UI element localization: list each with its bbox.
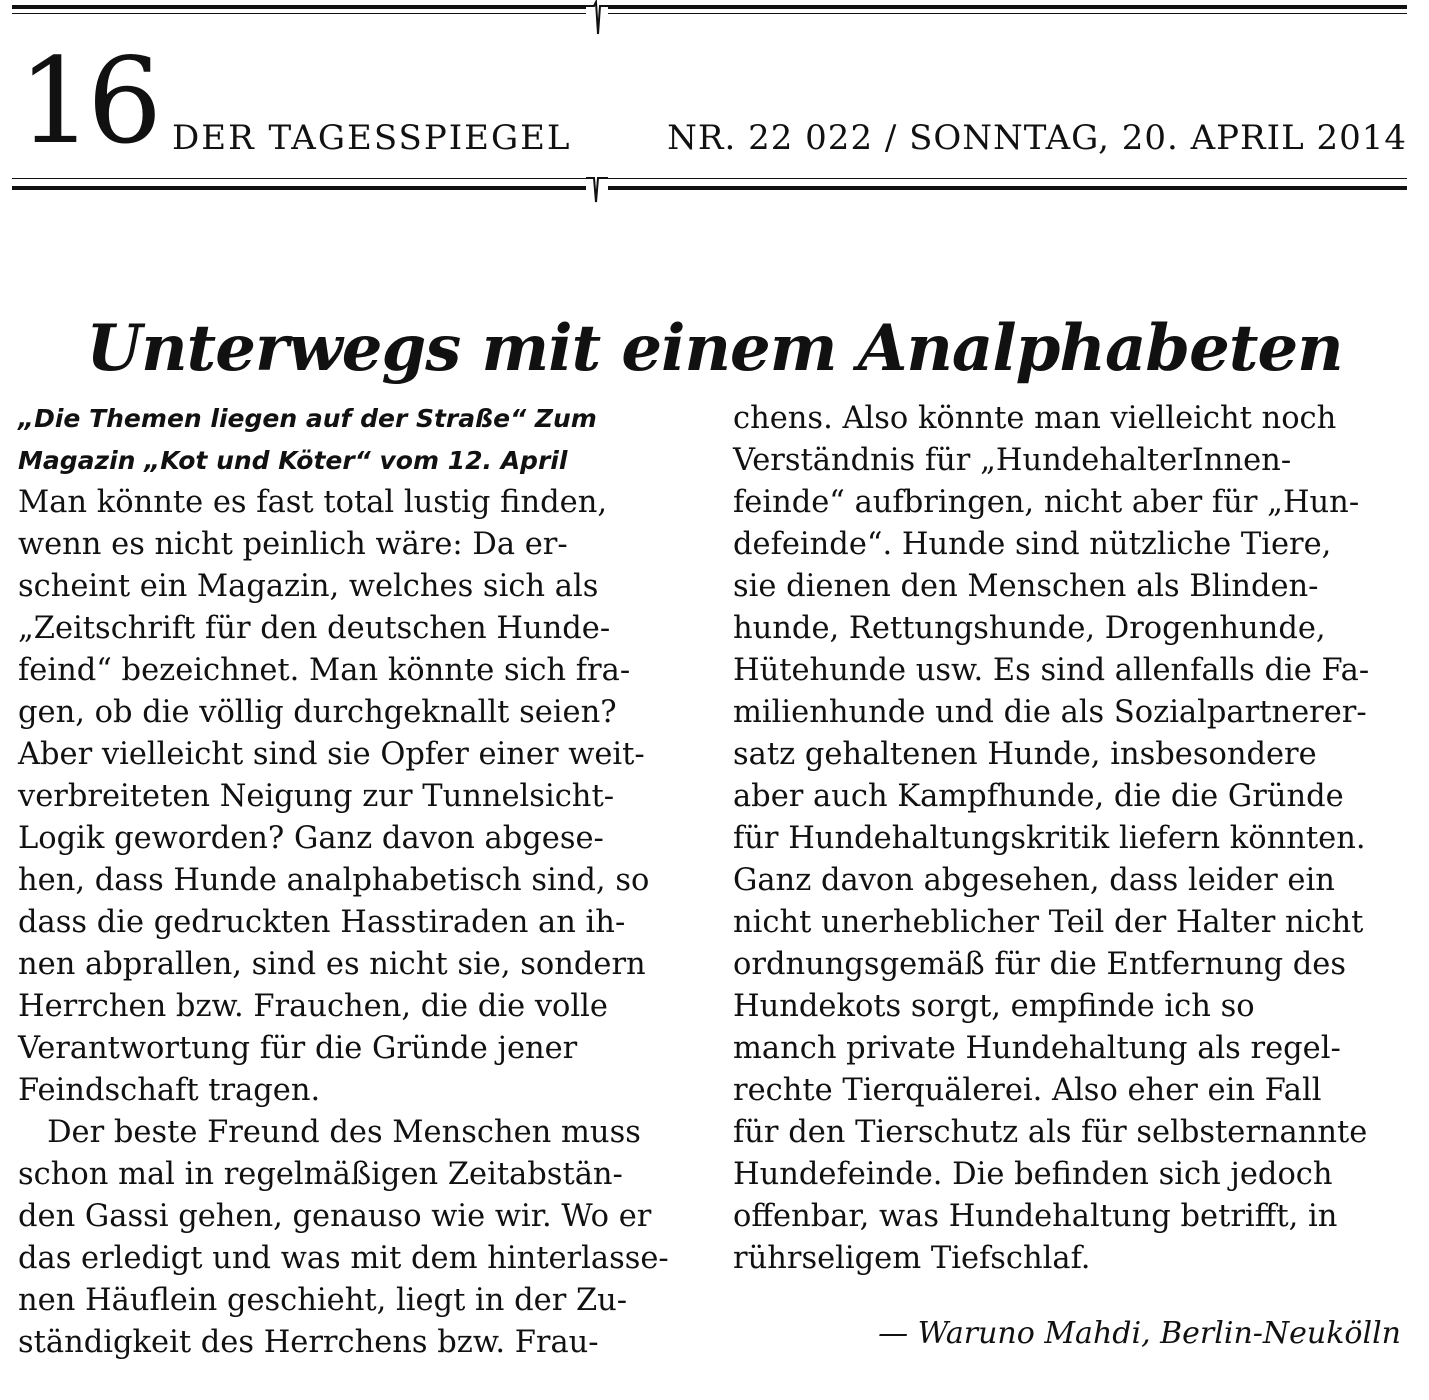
publication-name: DER TAGESSPIEGEL	[172, 118, 572, 158]
text-line: nicht unerheblicher Teil der Halter nicht	[733, 905, 1364, 940]
text-line: rührseligem Tiefschlaf.	[733, 1241, 1091, 1276]
text-line: defeinde“. Hunde sind nützliche Tiere,	[733, 527, 1332, 562]
text-line: feinde“ aufbringen, nicht aber für „Hun-	[733, 485, 1360, 520]
text-line: für Hundehaltungskritik liefern könnten.	[733, 821, 1366, 856]
text-line: scheint ein Magazin, welches sich als	[18, 569, 599, 604]
text-line: ständigkeit des Herrchens bzw. Frau-	[18, 1325, 599, 1360]
text-line: das erledigt und was mit dem hinterlasse-	[18, 1241, 669, 1276]
text-line: Verantwortung für die Gründe jener	[18, 1031, 578, 1066]
text-line: offenbar, was Hundehaltung betrifft, in	[733, 1199, 1338, 1234]
text-line: chens. Also könnte man vielleicht noch	[733, 401, 1337, 436]
page-number: 16	[18, 32, 157, 170]
text-line: Verständnis für „HundehalterInnen-	[733, 443, 1292, 478]
text-line: Ganz davon abgesehen, dass leider ein	[733, 863, 1335, 898]
article-column-right	[733, 398, 1413, 1280]
text-line: Hundekots sorgt, empfinde ich so	[733, 989, 1255, 1024]
rule-notch-bottom-icon	[586, 172, 608, 208]
text-line: rechte Tierquälerei. Also eher ein Fall	[733, 1073, 1322, 1108]
text-line: Man könnte es fast total lustig finden,	[18, 485, 608, 520]
issue-date: NR. 22 022 / SONNTAG, 20. APRIL 2014	[667, 118, 1407, 158]
masthead-rule-top-thin	[12, 13, 1407, 14]
text-line: ordnungsgemäß für die Entfernung des	[733, 947, 1347, 982]
rule-notch-top-icon	[586, 0, 608, 36]
text-line: Hundefeinde. Die befinden sich jedoch	[733, 1157, 1333, 1192]
text-line: hen, dass Hunde analphabetisch sind, so	[18, 863, 650, 898]
article-kicker-line: „Die Themen liegen auf der Straße“ Zum	[18, 404, 597, 433]
masthead-rule-bottom	[12, 186, 1407, 190]
text-line: hunde, Rettungshunde, Drogenhunde,	[733, 611, 1326, 646]
text-line: gen, ob die völlig durchgeknallt seien?	[18, 695, 617, 730]
text-line: nen abprallen, sind es nicht sie, sondern	[18, 947, 646, 982]
text-line: Der beste Freund des Menschen muss	[18, 1115, 641, 1150]
text-line: den Gassi gehen, genauso wie wir. Wo er	[18, 1199, 652, 1234]
article-headline: Unterwegs mit einem Analphabeten	[86, 310, 1343, 386]
article-column-left	[18, 398, 698, 1364]
article-signature: — Waruno Mahdi, Berlin-Neukölln	[878, 1316, 1401, 1351]
text-line: schon mal in regelmäßigen Zeitabstän-	[18, 1157, 623, 1192]
article-kicker-line: Magazin „Kot und Köter“ vom 12. April	[18, 446, 568, 475]
text-line: wenn es nicht peinlich wäre: Da er-	[18, 527, 568, 562]
text-line: dass die gedruckten Hasstiraden an ih-	[18, 905, 626, 940]
text-line: Feindschaft tragen.	[18, 1073, 321, 1108]
text-line: milienhunde und die als Sozialpartnerer-	[733, 695, 1367, 730]
text-line: aber auch Kampfhunde, die die Gründe	[733, 779, 1344, 814]
masthead-rule-top	[12, 5, 1407, 9]
text-line: nen Häuflein geschieht, liegt in der Zu-	[18, 1283, 628, 1318]
text-line: sie dienen den Menschen als Blinden-	[733, 569, 1319, 604]
text-line: Hütehunde usw. Es sind allenfalls die Fa-	[733, 653, 1370, 688]
text-line: manch private Hundehaltung als regel-	[733, 1031, 1341, 1066]
text-line: „Zeitschrift für den deutschen Hunde-	[18, 611, 611, 646]
text-line: satz gehaltenen Hunde, insbesondere	[733, 737, 1317, 772]
text-line: feind“ bezeichnet. Man könnte sich fra-	[18, 653, 631, 688]
text-line: Herrchen bzw. Frauchen, die die volle	[18, 989, 608, 1024]
text-line: für den Tierschutz als für selbsternannte	[733, 1115, 1368, 1150]
text-line: Logik geworden? Ganz davon abgese-	[18, 821, 604, 856]
text-line: verbreiteten Neigung zur Tunnelsicht-	[18, 779, 615, 814]
text-line: Aber vielleicht sind sie Opfer einer weit-	[18, 737, 645, 772]
masthead-rule-bottom-thin	[12, 178, 1407, 179]
